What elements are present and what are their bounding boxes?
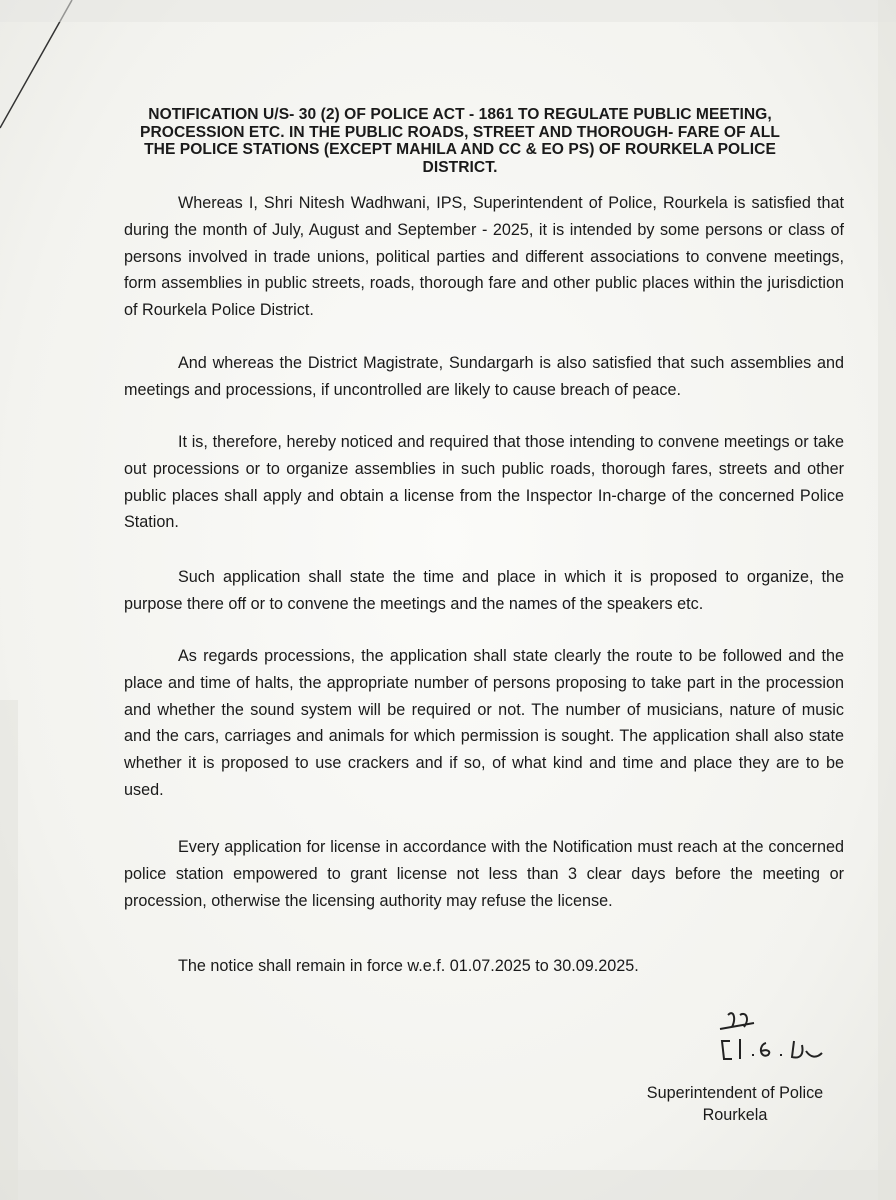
scan-right-shade: [878, 0, 896, 1200]
handwritten-signature: [710, 1005, 840, 1075]
paragraph-application-details: Such application shall state the time and place in which it is proposed to organize, the purpose there off or to convene the meetings and the names of the speakers etc.: [124, 568, 844, 613]
paragraph-license-requirement: It is, therefore, hereby noticed and required that those intending to convene meetings or take out processions or to organize assemblies in such public roads, thorough fares, streets and other public places shall apply and obtain a license from the Inspector In-charge of the concerned Police Station.: [124, 433, 844, 532]
signature-date-scribble: [722, 1039, 822, 1059]
scan-bottom-shade: [0, 1170, 896, 1200]
notice-title: NOTIFICATION U/S- 30 (2) OF POLICE ACT - 1861 TO REGULATE PUBLIC MEETING, PROCESSION ETC. IN THE PUBLIC ROADS, STREET AND THOROUGH- FARE OF ALL THE POLICE STATIONS (EXCEPT MAHILA AND CC & EO PS) OF ROURKELA POLICE DISTRICT.: [140, 106, 780, 176]
scan-left-shade: [0, 700, 18, 1200]
paragraph-validity-period: The notice shall remain in force w.e.f. 01.07.2025 to 30.09.2025.: [178, 957, 639, 975]
signatory-place: Rourkela: [702, 1106, 768, 1124]
signatory-block: [620, 1082, 850, 1126]
scan-edge-line: [0, 0, 72, 128]
signature-initials: [720, 1013, 754, 1029]
paragraph-application-deadline: Every application for license in accordance with the Notification must reach at the concerned police station empowered to grant license not less than 3 clear days before the meeting or procession, otherwise the licensing authority may refuse the license.: [124, 838, 844, 910]
paragraph-district-magistrate: And whereas the District Magistrate, Sundargarh is also satisfied that such assemblies and meetings and processions, if uncontrolled are likely to cause breach of peace.: [124, 354, 844, 399]
paragraph-whereas: Whereas I, Shri Nitesh Wadhwani, IPS, Superintendent of Police, Rourkela is satisfied that during the month of July, August and September - 2025, it is intended by some persons or class of persons involved in trade unions, political parties and different associations to convene meetings, form assemblies in public streets, roads, thorough fare and other public places within the jurisdiction of Rourkela Police District.: [124, 194, 844, 320]
paragraph-processions: As regards processions, the application shall state clearly the route to be followed and the place and time of halts, the appropriate number of persons proposing to take part in the procession and whether the sound system will be required or not. The number of musicians, nature of music and the cars, carriages and animals for which permission is sought. The application shall also state whether it is proposed to use crackers and if so, of what kind and time and place they are to be used.: [124, 647, 844, 799]
signatory-title: Superintendent of Police: [646, 1084, 824, 1102]
scan-top-shade: [0, 0, 896, 22]
